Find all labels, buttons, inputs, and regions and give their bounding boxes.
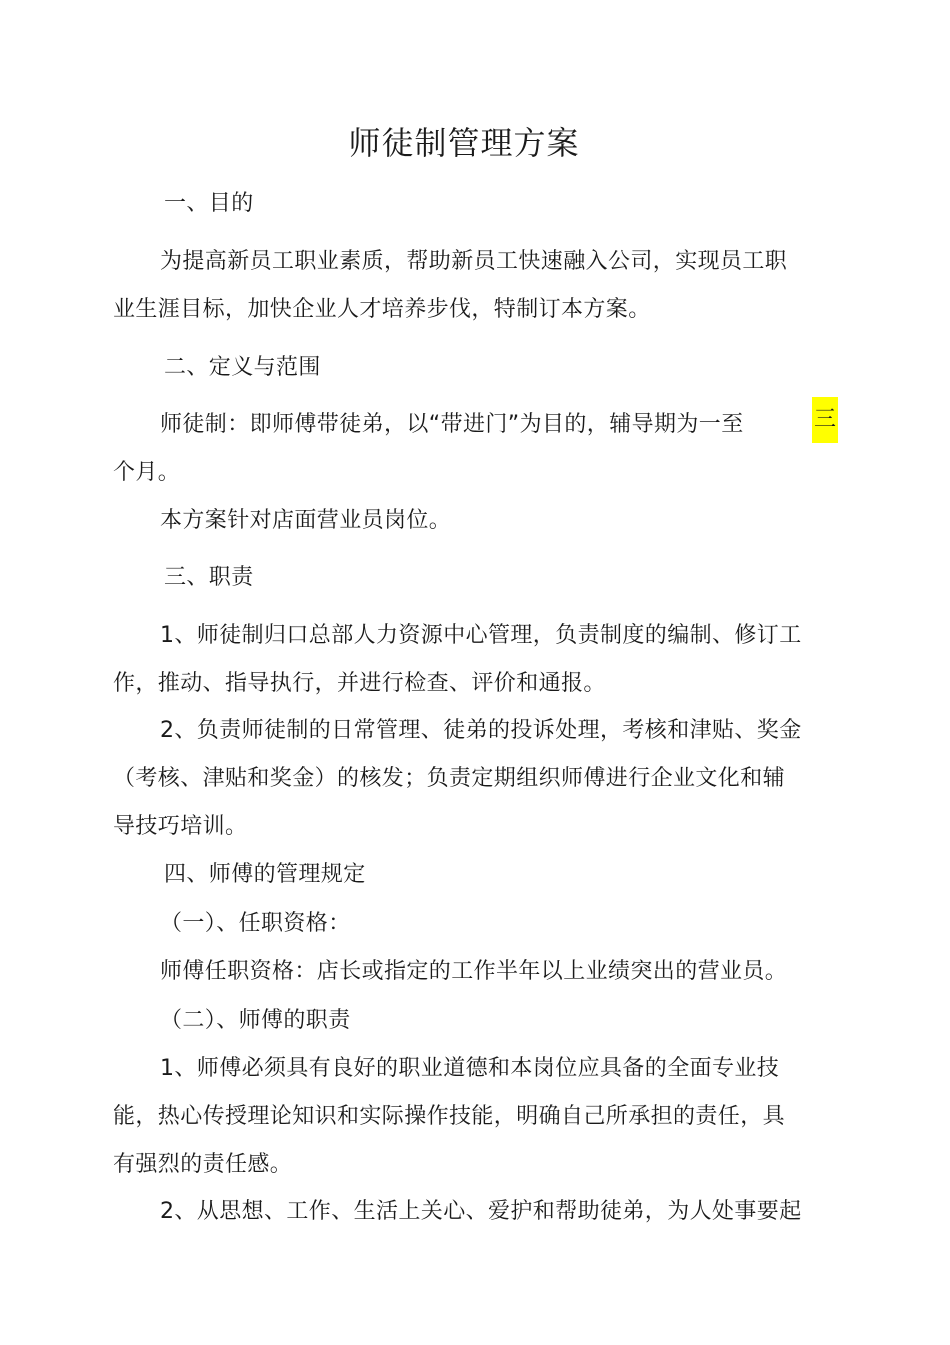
highlighted-text: 三 xyxy=(812,397,838,443)
paragraph-line: 师徒制：即师傅带徒弟，以“带进门”为目的，辅导期为一至 xyxy=(160,412,744,437)
heading-responsibilities: 三、职责 xyxy=(164,565,254,590)
paragraph-line: 2、负责师徒制的日常管理、徒弟的投诉处理，考核和津贴、奖金 xyxy=(160,718,802,743)
paragraph-line: 1、师傅必须具有良好的职业道德和本岗位应具备的全面专业技 xyxy=(160,1056,780,1081)
subheading-master-duties: （二）、师傅的职责 xyxy=(160,1008,351,1033)
paragraph-line: 业生涯目标，加快企业人才培养步伐，特制订本方案。 xyxy=(113,297,651,322)
subheading-qualification: （一）、任职资格： xyxy=(160,911,351,936)
paragraph-line: 能，热心传授理论知识和实际操作技能，明确自己所承担的责任，具 xyxy=(113,1104,786,1129)
paragraph-line: 为提高新员工职业素质，帮助新员工快速融入公司，实现员工职 xyxy=(160,249,788,274)
paragraph-line: （考核、津贴和奖金）的核发；负责定期组织师傅进行企业文化和辅 xyxy=(113,766,786,791)
page-title: 师徒制管理方案 xyxy=(348,124,580,162)
paragraph-line: 1、师徒制归口总部人力资源中心管理，负责制度的编制、修订工 xyxy=(160,623,802,648)
paragraph-line: 作，推动、指导执行，并进行检查、评价和通报。 xyxy=(113,671,606,696)
heading-definition-scope: 二、定义与范围 xyxy=(164,355,321,380)
paragraph-line: 师傅任职资格：店长或指定的工作半年以上业绩突出的营业员。 xyxy=(160,959,788,984)
paragraph-line: 个月。 xyxy=(113,460,181,485)
heading-master-rules: 四、师傅的管理规定 xyxy=(164,862,366,887)
paragraph-line: 有强烈的责任感。 xyxy=(113,1152,293,1177)
paragraph-line: 2、从思想、工作、生活上关心、爱护和帮助徒弟，为人处事要起 xyxy=(160,1199,802,1224)
paragraph-line: 本方案针对店面营业员岗位。 xyxy=(160,508,452,533)
paragraph-line: 导技巧培训。 xyxy=(113,814,248,839)
heading-purpose: 一、目的 xyxy=(164,191,254,216)
